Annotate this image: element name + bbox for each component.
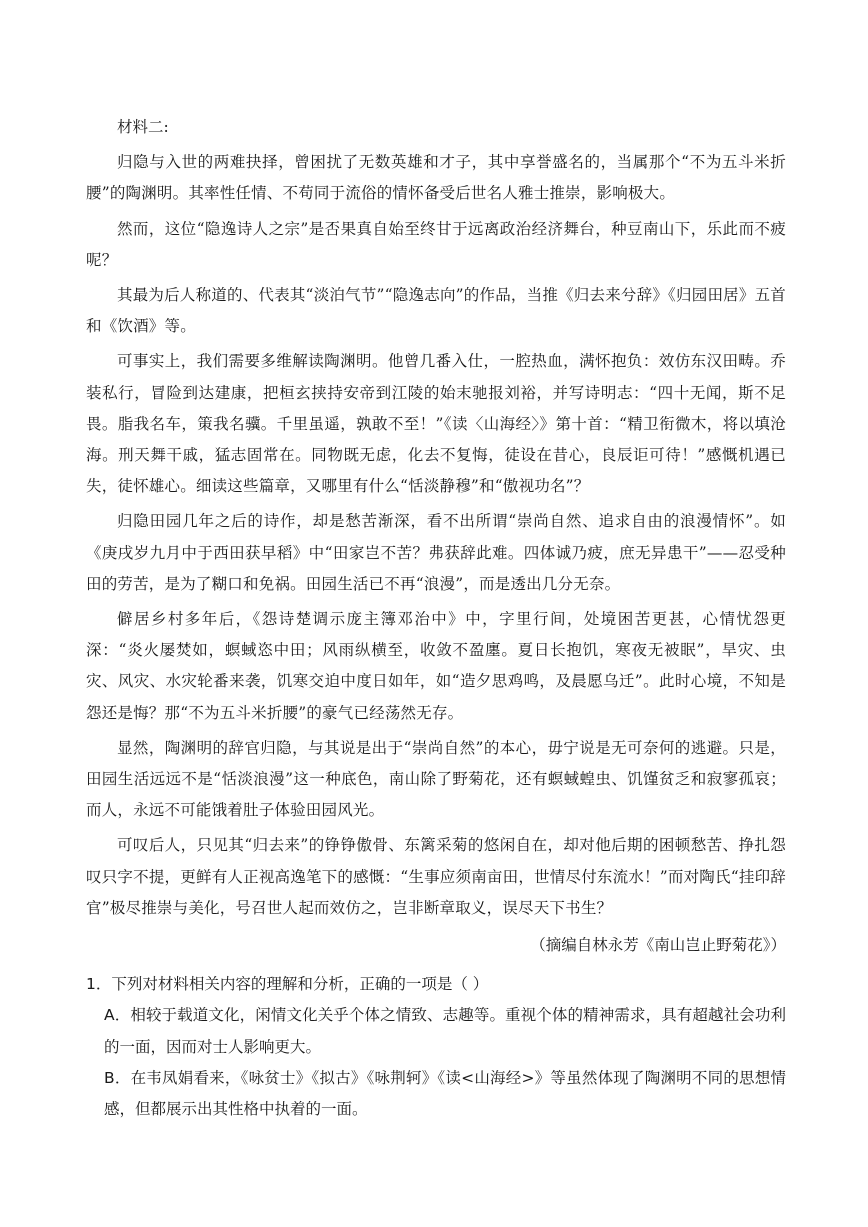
paragraph-7: 显然，陶渊明的辞官归隐，与其说是出于“崇尚自然”的本心，毋宁说是无可奈何的逃避。只是，田园生活远远不是“恬淡浪漫”这一种底色，南山除了野菊花，还有螟蜮蝗虫、饥馑贫乏和寂寥孤哀；而人，永远不可能饿着肚子体验田园风光。 bbox=[86, 738, 786, 820]
paragraph-3: 其最为后人称道的、代表其“淡泊气节”“隐逸志向”的作品，当推《归去来兮辞》《归园田居》五首和《饮酒》等。 bbox=[86, 286, 786, 336]
paragraph-5: 归隐田园几年之后的诗作，却是愁苦渐深，看不出所谓“崇尚自然、追求自由的浪漫情怀”。如《庚戌岁九月中于西田获早稻》中“田家岂不苦？弗获辞此难。四体诚乃疲，庶无异患干”——忍受种田的劳苦，是为了糊口和免祸。田园生活已不再“浪漫”，而是透出几分无奈。 bbox=[86, 512, 786, 593]
question-stem: 1．下列对材料相关内容的理解和分析，正确的一项是（ ） bbox=[86, 975, 489, 994]
document-content bbox=[86, 112, 786, 1125]
source-citation: （摘编自林永芳《南山岂止野菊花》） bbox=[530, 936, 786, 955]
paragraph-8: 可叹后人，只见其“归去来”的铮铮傲骨、东篱采菊的悠闲自在，却对他后期的困顿愁苦、挣扎怨叹只字不提，更鲜有人正视高逸笔下的感慨：“生事应须南亩田，世情尽付东流水！”而对陶氏“挂印辞官”极尽推崇与美化，号召世人起而效仿之，岂非断章取义，误尽天下书生？ bbox=[86, 836, 786, 917]
paragraph-4: 可事实上，我们需要多维解读陶渊明。他曾几番入仕，一腔热血，满怀抱负：效仿东汉田畴。乔装私行，冒险到达建康，把桓玄挟持安帝到江陵的始末驰报刘裕，并写诗明志：“四十无闻，斯不足畏。脂我名车，策我名骥。千里虽遥，孰敢不至！”《读〈山海经〉》第十首：“精卫衔微木，将以填沧海。刑天舞干戚，猛志固常在。同物既无虑，化去不复悔，徒设在昔心，良辰讵可待！”感慨机遇已失，徒怀雄心。细读这些篇章，又哪里有什么“恬淡静穆”和“傲视功名”？ bbox=[86, 352, 786, 496]
paragraph-6: 僻居乡村多年后，《怨诗楚调示庞主簿邓治中》中，字里行间，处境困苦更甚，心情忧怨更深：“炎火屡焚如，螟蜮恣中田；风雨纵横至，收敛不盈廛。夏日长抱饥，寒夜无被眠”，旱灾、虫灾、风灾、水灾轮番来袭，饥寒交迫中度日如年，如“造夕思鸡鸣，及晨愿乌迁”。此时心境，不知是怨还是悔？那“不为五斗米折腰”的豪气已经荡然无存。 bbox=[86, 610, 786, 722]
material-heading: 材料二: bbox=[117, 118, 169, 136]
paragraph-2: 然而，这位“隐逸诗人之宗”是否果真自始至终甘于远离政治经济舞台，种豆南山下，乐此而不疲呢？ bbox=[86, 219, 786, 269]
paragraph-1: 归隐与入世的两难抉择，曾困扰了无数英雄和才子，其中享誉盛名的，当属那个“不为五斗米折腰”的陶渊明。其率性任情、不苟同于流俗的情怀备受后世名人雅士推崇，影响极大。 bbox=[86, 153, 786, 203]
option-a: A．相较于载道文化，闲情文化关乎个体之情致、志趣等。重视个体的精神需求，具有超越社会功利的一面，因而对士人影响更大。 bbox=[104, 1006, 786, 1056]
option-b: B．在韦凤娟看来，《咏贫士》《拟古》《咏荆轲》《读<山海经>》等虽然体现了陶渊明不同的思想情感，但都展示出其性格中执着的一面。 bbox=[104, 1068, 786, 1119]
